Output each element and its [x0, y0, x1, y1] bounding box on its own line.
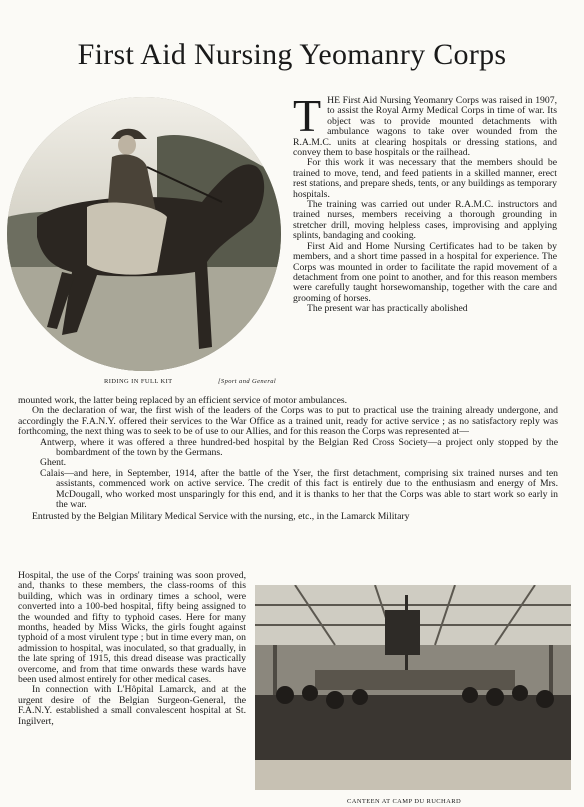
list-item: Calais—and here, in September, 1914, after the battle of the Yser, the first detachment, comprising six trained nurses and ten assistants, commenced work on active service. The credit of this fact is entirely due to the enthusiasm and energy of Mrs. McDougall, who worked most unsparingly for this end, and it is thanks to her that the Corps was able to start work so early in the war. [40, 467, 558, 511]
photo-caption: RIDING IN FULL KIT [104, 378, 173, 385]
location-list [18, 438, 558, 511]
paragraph: Hospital, the use of the Corps' training was soon proved, and, thanks to these members, the class-rooms of this building, which was in ordinary times a school, were converted into a 100-bed hospital, fifty being assigned to the wounded and fifty to typhoid cases. Here for many months, headed by Miss Wicks, the girls fought against typhoid of a most virulent type ; but in time every man, on admission to hospital, was inoculated, so that gradually, in the late spring of 1915, this dread disease was practically overcome, and from that time onwards these wards have been used almost entirely for other medical cases. [18, 570, 246, 686]
full-width-text [18, 396, 558, 523]
horse-rider-photo [7, 97, 281, 371]
paragraph: The training was carried out under R.A.M.C. instructors and trained nurses, members receiving a thorough grounding in stretcher drill, moving helpless cases, improvising and applying splints, bandaging and cooking. [293, 199, 557, 242]
paragraph: The present war has practically abolished [307, 303, 468, 315]
paragraph: For this work it was necessary that the members should be trained to move, tend, and feed patients in a skilled manner, erect rest stations, and prepare sheds, tents, or any buildings as temporary hospitals. [293, 157, 557, 200]
left-column-text [18, 571, 246, 727]
right-column-text [293, 90, 557, 315]
photo-credit: [Sport and General [218, 378, 277, 385]
canteen-photo [255, 585, 571, 790]
paragraph: In connection with L'Hôpital Lamarck, and at the urgent desire of the Belgian Surgeon-General, the F.A.N.Y. established a small convalescent hospital at St. Ingilvert, [18, 684, 246, 727]
paragraph: On the declaration of war, the first wish of the leaders of the Corps was to put to practical use the training already undergone, and accordingly the F.A.N.Y. offered their services to the War Office as a trained unit, ready for active service ; as no satisfactory reply was forthcoming, the next thing was to seek to be of use to our Allies, and for this reason the Corps was represented at— [18, 405, 558, 438]
paragraph: First Aid and Home Nursing Certificates had to be taken by members, and a short time passed in a hospital for experience. The Corps was mounted in order to facilitate the rapid movement of a detachment from one point to another, and for this reason members were carefully taught horsewomanship, together with the care and grooming of horses. [293, 240, 557, 304]
paragraph: HE First Aid Nursing Yeomanry Corps was raised in 1907, to assist the Royal Army Medical Corps in time of war. Its object was to provide mounted detachments with ambulance wagons to take over wounded from the R.A.M.C. units at clearing hospitals or dressing stations, and convey them to base hospitals or the railhead. [293, 95, 557, 159]
list-item: Antwerp, where it was offered a three hundred-bed hospital by the Belgian Red Cross Society—a project only stopped by the bombardment of the town by the Germans. [40, 436, 558, 459]
drop-cap: T [293, 90, 322, 141]
page-title: First Aid Nursing Yeomanry Corps [77, 38, 507, 72]
paragraph: Entrusted by the Belgian Military Medical Service with the nursing, etc., in the Lamarck Military [32, 511, 410, 523]
list-item: Ghent. [40, 457, 67, 469]
paragraph: mounted work, the latter being replaced by an efficient service of motor ambulances. [18, 395, 348, 406]
photo-caption: CANTEEN AT CAMP DU RUCHARD [347, 798, 462, 805]
